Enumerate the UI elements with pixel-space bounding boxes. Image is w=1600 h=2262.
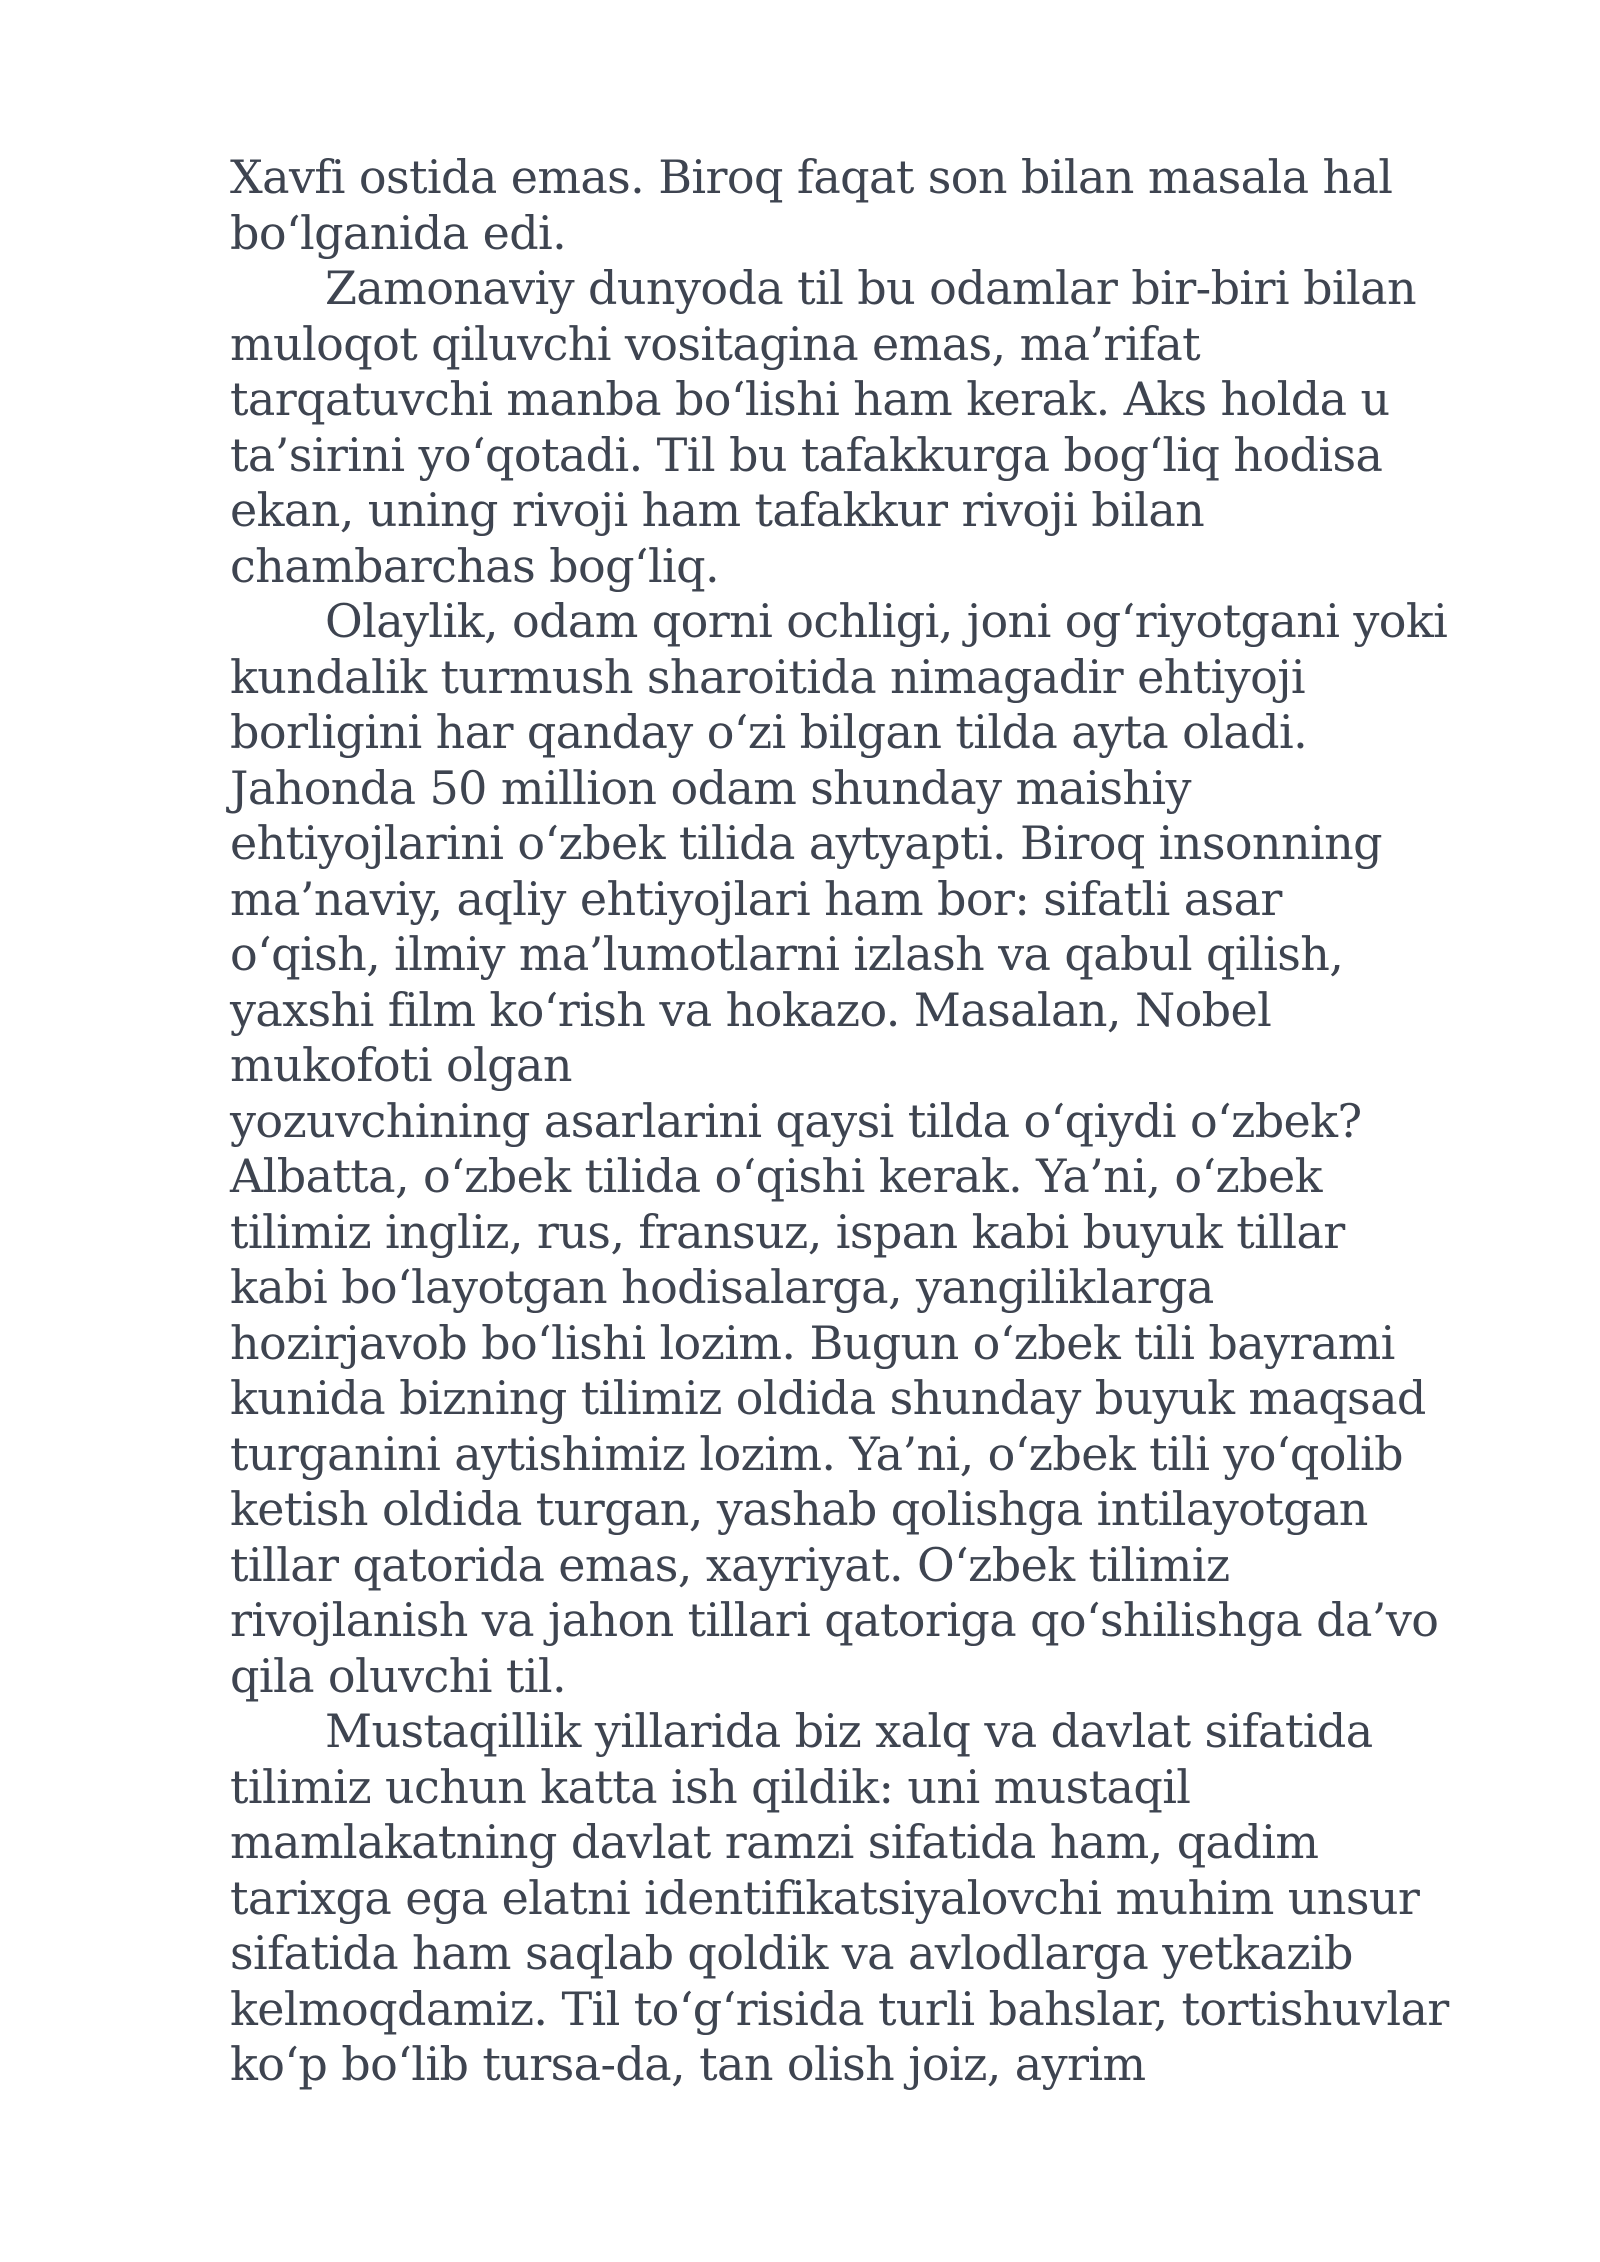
text-line: kundalik turmush sharoitida nimagadir ehtiyoji [230, 649, 1305, 704]
text-line: ta’sirini yo‘qotadi. Til bu tafakkurga bog‘liq hodisa [230, 427, 1383, 482]
text-line: ekan, uning rivoji ham tafakkur rivoji bilan [230, 483, 1205, 537]
text-line: o‘qish, ilmiy ma’lumotlarni izlash va qabul qilish, [230, 927, 1344, 981]
text-line: tarqatuvchi manba bo‘lishi ham kerak. Aks holda u [230, 372, 1390, 426]
text-line: mukofoti olgan [230, 1038, 572, 1092]
text-line: borligini har qanday o‘zi bilgan tilda ayta oladi. [230, 705, 1308, 759]
text-line: tarixga ega elatni identifikatsiyalovchi muhim unsur [230, 1870, 1420, 1925]
text-line: Jahonda 50 million odam shunday maishiy [230, 760, 1191, 815]
text-line: yozuvchining asarlarini qaysi tilda o‘qiydi o‘zbek? [230, 1093, 1362, 1148]
text-line: qila oluvchi til. [230, 1648, 566, 1703]
text-line: ma’naviy, aqliy ehtiyojlari ham bor: sifatli asar [230, 871, 1282, 926]
text-line: turganini aytishimiz lozim. Ya’ni, o‘zbek tili yo‘qolib [230, 1426, 1403, 1481]
paragraph-first-line: Zamonaviy dunyoda til bu odamlar bir-biri bilan [325, 261, 1416, 315]
text-line: yaxshi film ko‘rish va hokazo. Masalan, Nobel [230, 982, 1272, 1037]
text-line: Albatta, o‘zbek tilida o‘qishi kerak. Ya’ni, o‘zbek [230, 1149, 1322, 1203]
body-text [230, 150, 1480, 2093]
text-line: kabi bo‘layotgan hodisalarga, yangiliklarga [230, 1260, 1214, 1314]
text-line: kunida bizning tilimiz oldida shunday buyuk maqsad [230, 1371, 1426, 1425]
text-line: hozirjavob bo‘lishi lozim. Bugun o‘zbek tili bayrami [230, 1315, 1395, 1370]
text-line: ehtiyojlarini o‘zbek tilida aytyapti. Biroq insonning [230, 816, 1382, 870]
text-line: muloqot qiluvchi vositagina emas, ma’rifat [230, 316, 1201, 371]
text-line: ko‘p bo‘lib tursa-da, tan olish joiz, ayrim [230, 2037, 1146, 2091]
text-line: tilimiz ingliz, rus, fransuz, ispan kabi buyuk tillar [230, 1204, 1345, 1259]
paragraph-first-line: Olaylik, odam qorni ochligi, joni og‘riyotgani yoki [325, 594, 1448, 648]
text-line: tilimiz uchun katta ish qildik: uni mustaqil [230, 1759, 1191, 1814]
text-line: ketish oldida turgan, yashab qolishga intilayotgan [230, 1482, 1368, 1536]
text-line: rivojlanish va jahon tillari qatoriga qo‘shilishga da’vo [230, 1593, 1439, 1647]
text-line: mamlakatning davlat ramzi sifatida ham, qadim [230, 1815, 1319, 1869]
text-line: sifatida ham saqlab qoldik va avlodlarga yetkazib [230, 1926, 1353, 1980]
text-line: chambarchas bog‘liq. [230, 538, 720, 593]
text-line: tillar qatorida emas, xayriyat. O‘zbek tilimiz [230, 1537, 1230, 1592]
paragraph-first-line: Mustaqillik yillarida biz xalq va davlat sifatida [325, 1704, 1373, 1758]
text-line: Xavfi ostida emas. Biroq faqat son bilan masala hal [230, 150, 1393, 204]
text-line: bo‘lganida edi. [230, 205, 567, 260]
text-line: kelmoqdamiz. Til to‘g‘risida turli bahslar, tortishuvlar [230, 1981, 1449, 2036]
